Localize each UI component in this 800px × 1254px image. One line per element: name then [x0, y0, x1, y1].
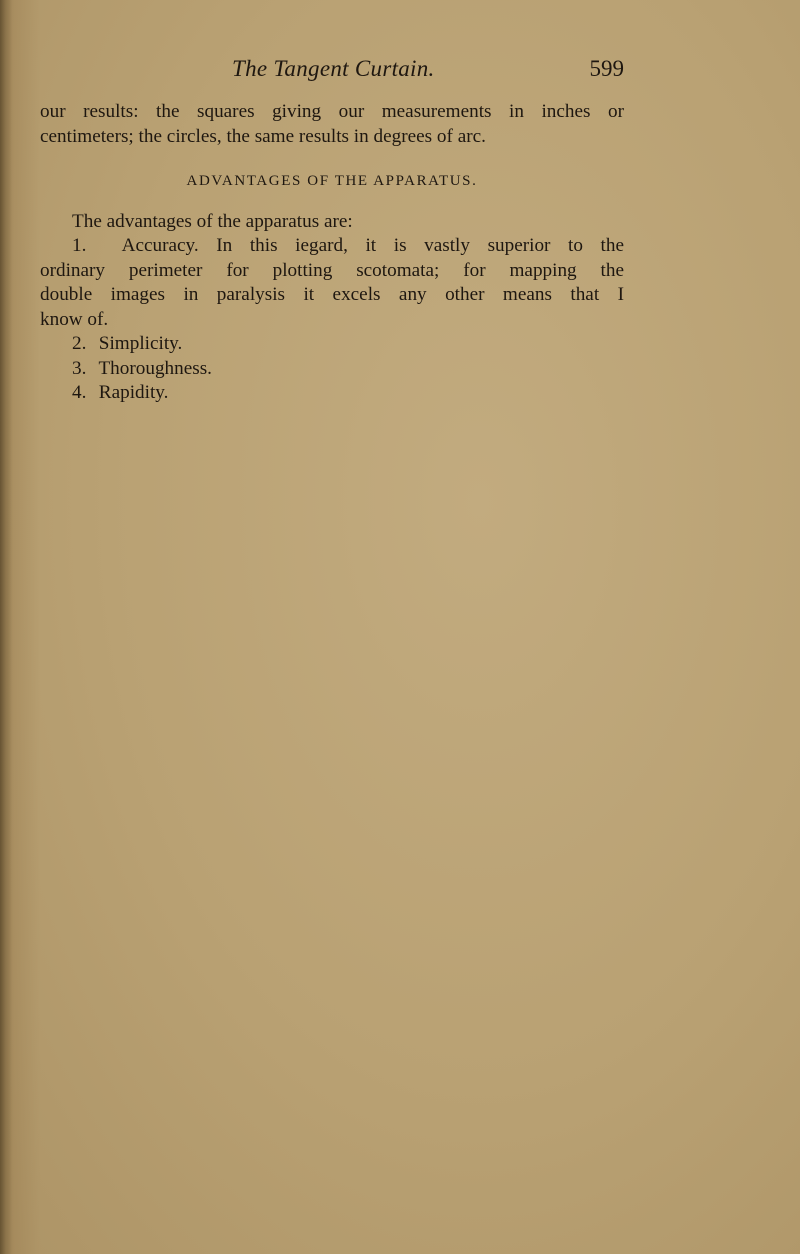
page-number: 599: [589, 56, 624, 81]
advantages-intro: The advantages of the apparatus are:: [72, 210, 353, 232]
list-item-number: 1.: [72, 235, 87, 256]
text-line: ordinary perimeter for plotting scotomata; for mapping the: [40, 259, 624, 281]
list-item-number: 3.: [72, 357, 87, 379]
intro-paragraph: [40, 100, 624, 149]
text-line: double images in paralysis it excels any other means that I: [40, 284, 624, 305]
running-head: [40, 56, 624, 88]
text-line: our results: the squares giving our measurements in inches or: [40, 101, 624, 122]
list-item-number: 2.: [72, 333, 87, 354]
list-item: [40, 332, 624, 357]
running-title: The Tangent Curtain.: [232, 56, 435, 81]
list-item: [40, 357, 624, 382]
page-spine-shadow: [0, 0, 12, 1254]
list-item-first-line: [40, 234, 624, 259]
list-item-text: Thoroughness.: [98, 357, 212, 379]
list-item-text: Rapidity.: [98, 382, 169, 403]
list-item: [40, 234, 624, 332]
list-item-text: Simplicity.: [98, 333, 183, 354]
list-item-number: 4.: [72, 382, 87, 403]
list-item-text: Accuracy. In this iegard, it is vastly superior to the: [121, 235, 625, 256]
section-heading: ADVANTAGES OF THE APPARATUS.: [186, 173, 478, 189]
text-line: centimeters; the circles, the same results in degrees of arc.: [40, 125, 486, 147]
text-line: know of.: [40, 308, 109, 330]
list-item: [40, 381, 624, 406]
body-text: [40, 100, 624, 406]
